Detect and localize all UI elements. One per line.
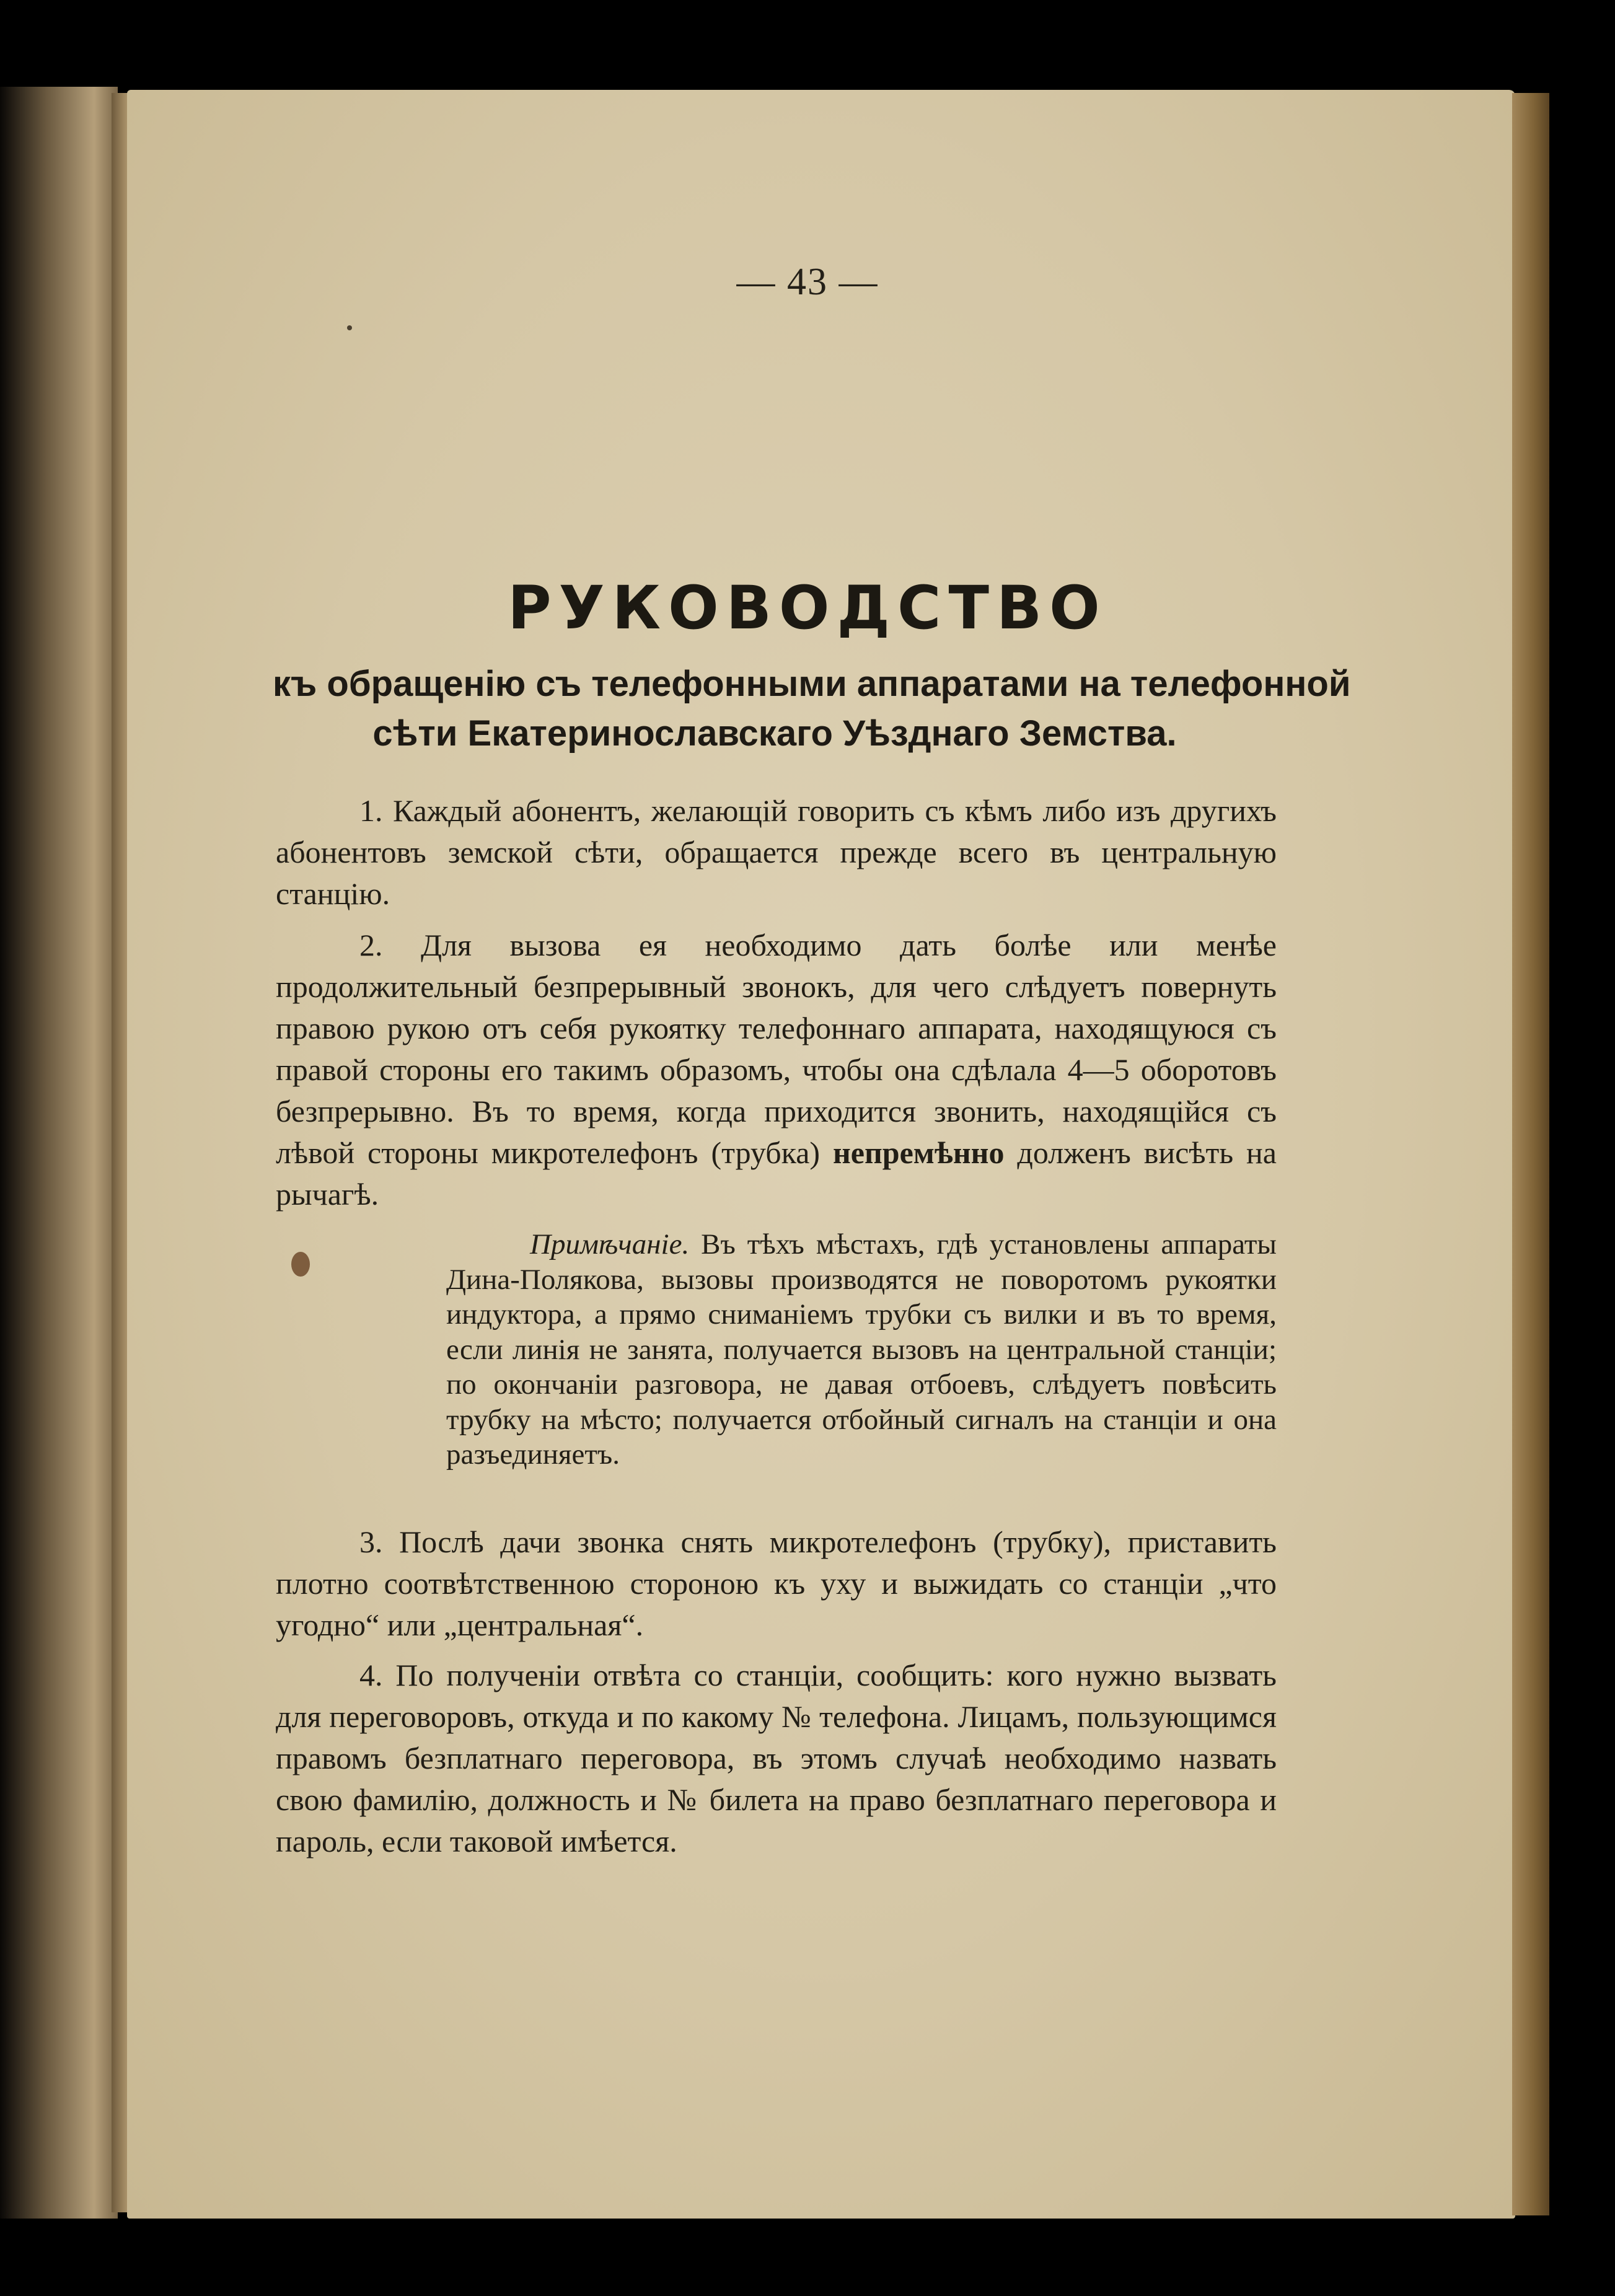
note-block [446,1227,1277,1472]
left-page-edge [0,87,118,2219]
ink-spot [291,1252,310,1277]
note-heading: Примѣчаніе. [530,1228,690,1260]
paragraph-4: 4. По полученіи отвѣта со станціи, сообщить: кого нужно вызвать для переговоровъ, откуда и по какому № телефона. Лицамъ, пользующимся правомъ безплатнаго переговора, въ этомъ случаѣ необходимо назвать свою фамилію, должность и № билета на право безплатнаго переговора и пароль, если таковой имѣется. [276,1658,1277,1858]
paragraph-3: 3. Послѣ дачи звонка снять микротелефонъ (трубку), приставить плотно соотвѣтственною стороною къ уху и выжидать со станціи „что угодно“ или „центральная“. [276,1524,1277,1642]
paragraph-1: 1. Каждый абонентъ, желающій говорить съ кѣмъ либо изъ другихъ абонентовъ земской сѣти, обращается прежде всего въ центральную станцію. [276,793,1277,911]
note-text: Въ тѣхъ мѣстахъ, гдѣ установлены аппараты Дина-Полякова, вызовы производятся не поворотомъ рукоятки индуктора, а прямо сниманіемъ трубки съ вилки и въ то время, если линія не занята, получается вызовъ на центральной станціи; по окончаніи разговора, не давая отбоевъ, слѣдуетъ повѣсить трубку на мѣсто; получается отбойный сигналъ на станціи и она разъединяетъ. [446,1228,1277,1471]
speck-mark [347,325,352,330]
paragraph-2-end: долженъ висѣть на рычагѣ. [276,1135,1277,1212]
paragraph-2-text: 2. Для вызова ея необходимо дать болѣе или менѣе продолжительный безпрерывный звонокъ, для чего слѣдуетъ повернуть правою рукою отъ себя рукоятку телефоннаго аппарата, находящуюся съ правой стороны его такимъ образомъ, чтобы она сдѣлала 4—5 оборотовъ безпрерывно. Въ то время, когда приходится звонить, находящійся съ лѣвой стороны микротелефонъ (трубка) [276,928,1277,1170]
subtitle-line-1: къ обращенію съ телефонными аппаратами на телефонной [273,664,1351,704]
document-title: РУКОВОДСТВО [508,573,1107,643]
page-number: — 43 — [736,261,879,303]
page-stack-edge [1512,93,1549,2215]
paragraph-2 [276,925,1277,1215]
paragraph-2-emphasis: непремѣнно [833,1135,1005,1170]
subtitle-line-2: сѣти Екатеринославскаго Уѣзднаго Земства. [372,713,1177,754]
